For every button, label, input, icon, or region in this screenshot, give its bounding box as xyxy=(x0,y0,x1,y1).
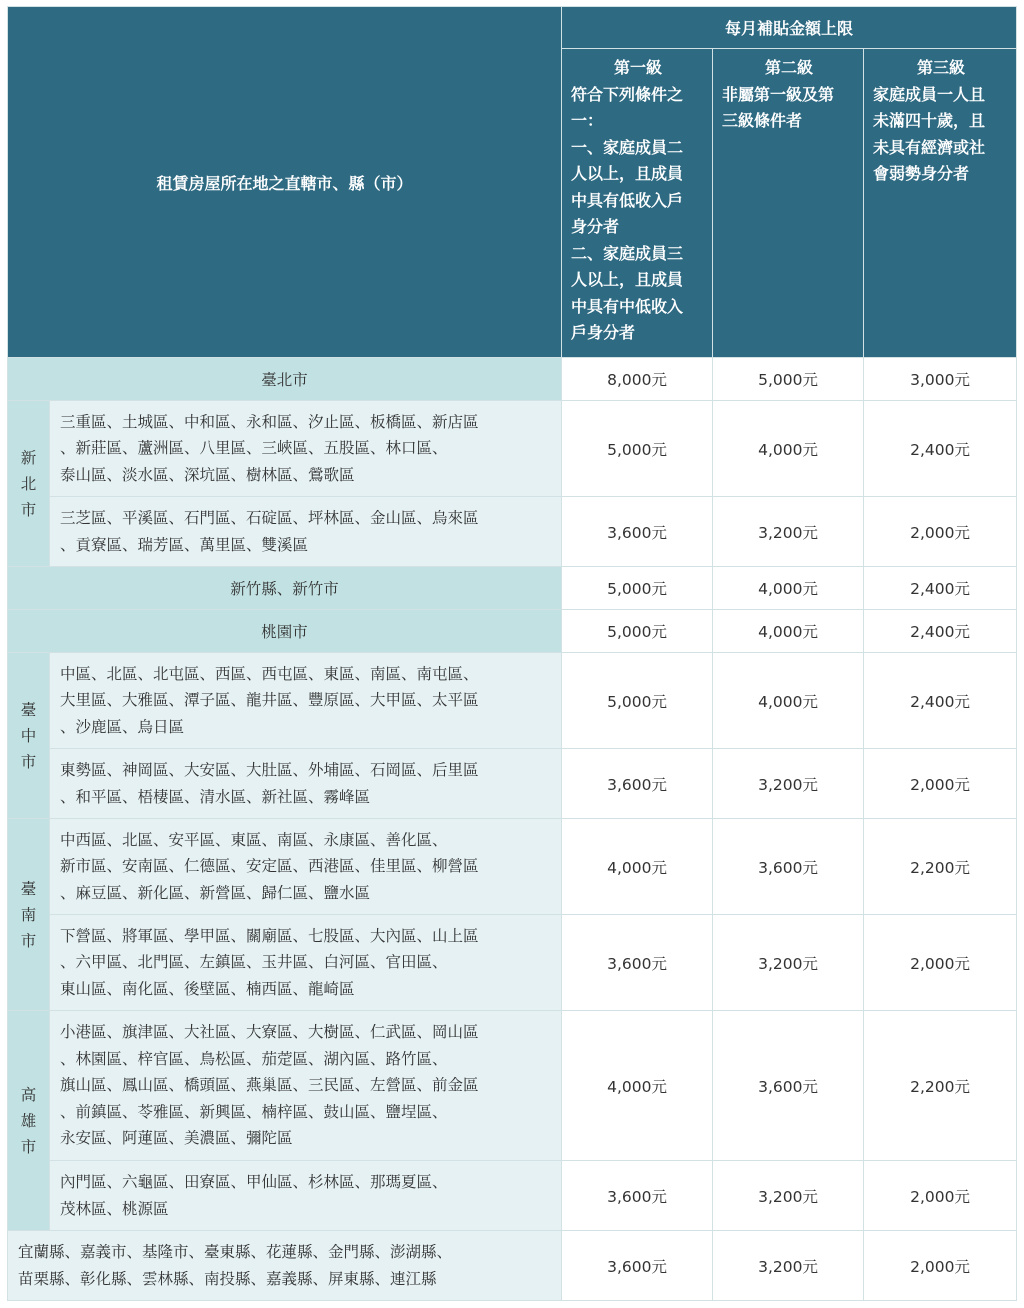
header-row-top xyxy=(8,7,1017,49)
amount-level-1: 4,000元 xyxy=(562,819,713,915)
district-line: 下營區、將軍區、學甲區、關廟區、七股區、大內區、山上區 xyxy=(60,926,479,945)
amount-level-1: 5,000元 xyxy=(562,653,713,749)
level-1-desc-line: 符合下列條件之 xyxy=(571,84,684,104)
amount-level-1: 5,000元 xyxy=(562,401,713,497)
district-line: 三芝區、平溪區、石門區、石碇區、坪林區、金山區、烏來區 xyxy=(60,508,479,527)
table-row-tainan-2 xyxy=(8,915,1017,1011)
amount-level-2: 3,600元 xyxy=(713,819,864,915)
city-char: 高 xyxy=(20,1085,37,1104)
city-char: 中 xyxy=(20,726,37,745)
level-1-desc-line: 戶身分者 xyxy=(571,323,636,342)
district-line: 東山區、南化區、後壁區、楠西區、龍崎區 xyxy=(60,979,355,998)
district-line: 旗山區、鳳山區、橋頭區、燕巢區、三民區、左營區、前金區 xyxy=(60,1076,479,1095)
amount-level-3: 2,000元 xyxy=(864,915,1017,1011)
district-list xyxy=(50,819,562,915)
level-1-desc-line: 一、家庭成員二 xyxy=(571,137,684,157)
district-list-other-counties xyxy=(8,1231,562,1301)
amount-level-1: 3,600元 xyxy=(562,749,713,819)
level-3-desc-line: 未具有經濟或社 xyxy=(873,137,986,157)
amount-level-3: 2,400元 xyxy=(864,653,1017,749)
district-line: 、和平區、梧棲區、清水區、新社區、霧峰區 xyxy=(60,787,371,806)
district-list xyxy=(50,497,562,567)
amount-level-1: 4,000元 xyxy=(562,1011,713,1161)
level-1-desc-line: 身分者 xyxy=(571,217,620,236)
level-1-desc-line: 二、家庭成員三 xyxy=(571,243,684,263)
level-2-desc-line: 非屬第一級及第 xyxy=(722,84,835,104)
city-char: 市 xyxy=(20,752,37,771)
level-1-desc-line: 一： xyxy=(571,111,604,130)
district-list xyxy=(50,915,562,1011)
amount-level-3: 2,200元 xyxy=(864,1011,1017,1161)
region-hsinchu: 新竹縣、新竹市 xyxy=(8,567,562,610)
level-2-desc-line: 三級條件者 xyxy=(722,111,803,130)
district-list xyxy=(50,1161,562,1231)
city-char: 市 xyxy=(20,1137,37,1156)
amount-level-3: 2,000元 xyxy=(864,1161,1017,1231)
table-row-new-taipei-2 xyxy=(8,497,1017,567)
level-2-title: 第二級 xyxy=(765,58,814,77)
level-1-desc-line: 人以上，且成員 xyxy=(571,164,684,183)
amount-level-2: 3,200元 xyxy=(713,497,864,567)
district-list xyxy=(50,653,562,749)
district-line: 茂林區、桃源區 xyxy=(60,1199,169,1218)
amount-level-1: 5,000元 xyxy=(562,567,713,610)
city-char: 市 xyxy=(20,931,37,950)
level-1-header xyxy=(562,49,713,358)
level-1-title: 第一級 xyxy=(614,58,663,77)
level-2-header xyxy=(713,49,864,358)
district-line: 東勢區、神岡區、大安區、大肚區、外埔區、石岡區、后里區 xyxy=(60,760,479,779)
district-list xyxy=(50,1011,562,1161)
amount-level-2: 3,200元 xyxy=(713,749,864,819)
table-row-other-counties xyxy=(8,1231,1017,1301)
level-1-desc-line: 中具有低收入戶 xyxy=(571,190,684,210)
amount-level-1: 3,600元 xyxy=(562,497,713,567)
city-kaohsiung xyxy=(8,1011,50,1231)
amount-level-2: 4,000元 xyxy=(713,567,864,610)
district-line: 泰山區、淡水區、深坑區、樹林區、鶯歌區 xyxy=(60,465,355,484)
amount-level-2: 4,000元 xyxy=(713,653,864,749)
table-row-new-taipei-1 xyxy=(8,401,1017,497)
amount-level-3: 2,000元 xyxy=(864,497,1017,567)
level-1-desc-line: 人以上，且成員 xyxy=(571,270,684,289)
district-line: 中西區、北區、安平區、東區、南區、永康區、善化區、 xyxy=(60,830,448,849)
table-row-taichung-2 xyxy=(8,749,1017,819)
district-line: 新市區、安南區、仁德區、安定區、西港區、佳里區、柳營區 xyxy=(60,857,479,876)
level-3-header xyxy=(864,49,1017,358)
city-char: 臺 xyxy=(20,700,37,719)
city-tainan xyxy=(8,819,50,1011)
table-row-taoyuan xyxy=(8,610,1017,653)
city-char: 新 xyxy=(20,448,37,467)
subsidy-table xyxy=(7,6,1017,1301)
district-line: 大里區、大雅區、潭子區、龍井區、豐原區、大甲區、太平區 xyxy=(60,691,479,710)
city-new-taipei xyxy=(8,401,50,567)
table-row-taipei xyxy=(8,358,1017,401)
level-3-desc-line: 家庭成員一人且 xyxy=(873,84,986,104)
district-list xyxy=(50,401,562,497)
level-3-title: 第三級 xyxy=(917,58,966,77)
district-line: 、貢寮區、瑞芳區、萬里區、雙溪區 xyxy=(60,535,309,554)
amount-level-3: 2,000元 xyxy=(864,1231,1017,1301)
district-line: 中區、北區、北屯區、西區、西屯區、東區、南區、南屯區、 xyxy=(60,664,479,683)
amount-level-2: 3,200元 xyxy=(713,915,864,1011)
city-char: 南 xyxy=(20,905,37,924)
city-char: 北 xyxy=(20,474,37,493)
district-line: 永安區、阿蓮區、美濃區、彌陀區 xyxy=(60,1129,293,1148)
table-row-taichung-1 xyxy=(8,653,1017,749)
amount-level-3: 2,200元 xyxy=(864,819,1017,915)
city-char: 臺 xyxy=(20,879,37,898)
level-3-desc-line: 未滿四十歲，且 xyxy=(873,111,986,130)
table-row-kaohsiung-2 xyxy=(8,1161,1017,1231)
amount-level-3: 2,400元 xyxy=(864,401,1017,497)
region-column-header: 租賃房屋所在地之直轄市、縣（市） xyxy=(8,7,562,358)
city-taichung xyxy=(8,653,50,819)
city-char: 市 xyxy=(20,500,37,519)
amount-level-1: 3,600元 xyxy=(562,1231,713,1301)
district-line: 、麻豆區、新化區、新營區、歸仁區、鹽水區 xyxy=(60,883,371,902)
district-list xyxy=(50,749,562,819)
amount-level-1: 3,600元 xyxy=(562,915,713,1011)
amount-level-2: 4,000元 xyxy=(713,401,864,497)
district-line: 小港區、旗津區、大社區、大寮區、大樹區、仁武區、岡山區 xyxy=(60,1023,479,1042)
region-taipei: 臺北市 xyxy=(8,358,562,401)
amount-level-2: 3,600元 xyxy=(713,1011,864,1161)
amount-level-2: 3,200元 xyxy=(713,1231,864,1301)
table-row-tainan-1 xyxy=(8,819,1017,915)
region-taoyuan: 桃園市 xyxy=(8,610,562,653)
amount-level-3: 3,000元 xyxy=(864,358,1017,401)
amount-level-3: 2,400元 xyxy=(864,567,1017,610)
level-1-desc-line: 中具有中低收入 xyxy=(571,296,684,316)
district-line: 內門區、六龜區、田寮區、甲仙區、杉林區、那瑪夏區、 xyxy=(60,1172,448,1191)
amount-level-3: 2,400元 xyxy=(864,610,1017,653)
monthly-cap-header: 每月補貼金額上限 xyxy=(562,7,1017,49)
table-row-kaohsiung-1 xyxy=(8,1011,1017,1161)
district-line: 苗栗縣、彰化縣、雲林縣、南投縣、嘉義縣、屏東縣、連江縣 xyxy=(18,1269,437,1288)
city-char: 雄 xyxy=(20,1111,37,1130)
amount-level-2: 5,000元 xyxy=(713,358,864,401)
district-line: 、新莊區、蘆洲區、八里區、三峽區、五股區、林口區、 xyxy=(60,439,448,458)
district-line: 、林園區、梓官區、鳥松區、茄萣區、湖內區、路竹區、 xyxy=(60,1049,448,1068)
amount-level-1: 5,000元 xyxy=(562,610,713,653)
level-3-desc-line: 會弱勢身分者 xyxy=(873,164,970,183)
district-line: 、六甲區、北門區、左鎮區、玉井區、白河區、官田區、 xyxy=(60,953,448,972)
district-line: 、沙鹿區、烏日區 xyxy=(60,717,185,736)
amount-level-3: 2,000元 xyxy=(864,749,1017,819)
district-line: 宜蘭縣、嘉義市、基隆市、臺東縣、花蓮縣、金門縣、澎湖縣、 xyxy=(18,1242,453,1261)
district-line: 三重區、土城區、中和區、永和區、汐止區、板橋區、新店區 xyxy=(60,412,479,431)
amount-level-2: 4,000元 xyxy=(713,610,864,653)
amount-level-1: 3,600元 xyxy=(562,1161,713,1231)
amount-level-2: 3,200元 xyxy=(713,1161,864,1231)
table-row-hsinchu xyxy=(8,567,1017,610)
amount-level-1: 8,000元 xyxy=(562,358,713,401)
district-line: 、前鎮區、苓雅區、新興區、楠梓區、鼓山區、鹽埕區、 xyxy=(60,1102,448,1121)
